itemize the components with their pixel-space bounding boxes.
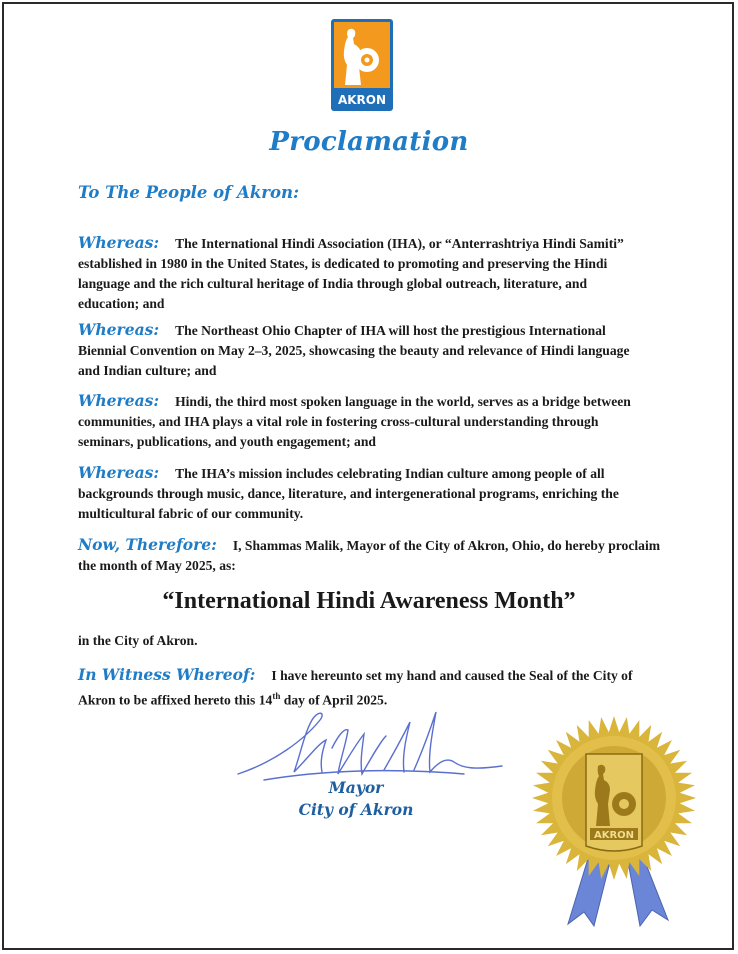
page-title: Proclamation <box>269 127 469 157</box>
therefore-clause <box>78 535 674 576</box>
clause-line: and Indian culture; and <box>78 363 217 378</box>
clause-lead: Now, Therefore: <box>78 535 217 554</box>
clause-line: language and the rich cultural heritage of India through global outreach, literature, and <box>78 276 588 291</box>
seal-text: AKRON <box>593 830 635 841</box>
clause-lead: Whereas: <box>78 391 160 410</box>
clause-line: education; and <box>78 296 165 311</box>
logo-text: AKRON <box>337 93 387 107</box>
clause-lead: Whereas: <box>78 463 160 482</box>
clause-lead: In Witness Whereof: <box>78 665 256 684</box>
clause-line: Hindi, the third most spoken language in the world, serves as a bridge between <box>175 394 631 409</box>
city-seal <box>528 712 698 932</box>
clause-line: the month of May 2025, as: <box>78 558 236 573</box>
whereas-clause-4 <box>78 463 674 524</box>
signature-block <box>290 777 422 821</box>
clause-line: backgrounds through music, dance, literature, and intergenerational programs, enriching the <box>78 486 619 501</box>
whereas-clause-2 <box>78 320 674 381</box>
akron-logo <box>330 18 394 112</box>
salutation: To The People of Akron: <box>78 183 300 202</box>
clause-line: The Northeast Ohio Chapter of IHA will host the prestigious International <box>175 323 606 338</box>
mayor-org: City of Akron <box>298 800 414 819</box>
whereas-clause-3 <box>78 391 674 452</box>
proclamation-headline: “International Hindi Awareness Month” <box>162 588 576 614</box>
mayor-title: Mayor <box>328 778 384 797</box>
clause-line: I have hereunto set my hand and caused the Seal of the City of <box>271 668 633 683</box>
clause-line: established in 1980 in the United States, is dedicated to promoting and preserving the Hindi <box>78 256 608 271</box>
clause-lead: Whereas: <box>78 233 160 252</box>
clause-line: Akron to be affixed hereto this 14 <box>78 692 273 708</box>
clause-line: The IHA’s mission includes celebrating Indian culture among people of all <box>175 466 605 481</box>
clause-line: seminars, publications, and youth engagement; and <box>78 434 376 449</box>
clause-line: day of April 2025. <box>280 692 388 708</box>
ordinal-suffix: th <box>272 691 281 701</box>
clause-line: The International Hindi Association (IHA), or “Anterrashtriya Hindi Samiti” <box>175 236 624 251</box>
clause-line: I, Shammas Malik, Mayor of the City of Akron, Ohio, do hereby proclaim <box>232 538 661 553</box>
whereas-clause-1 <box>78 233 674 314</box>
clause-line: communities, and IHA plays a vital role in fostering cross-cultural understanding through <box>78 414 599 429</box>
clause-line: Biennial Convention on May 2–3, 2025, showcasing the beauty and relevance of Hindi language <box>78 343 630 358</box>
clause-line: multicultural fabric of our community. <box>78 506 304 521</box>
in-city-line: in the City of Akron. <box>78 633 198 648</box>
clause-lead: Whereas: <box>78 320 160 339</box>
